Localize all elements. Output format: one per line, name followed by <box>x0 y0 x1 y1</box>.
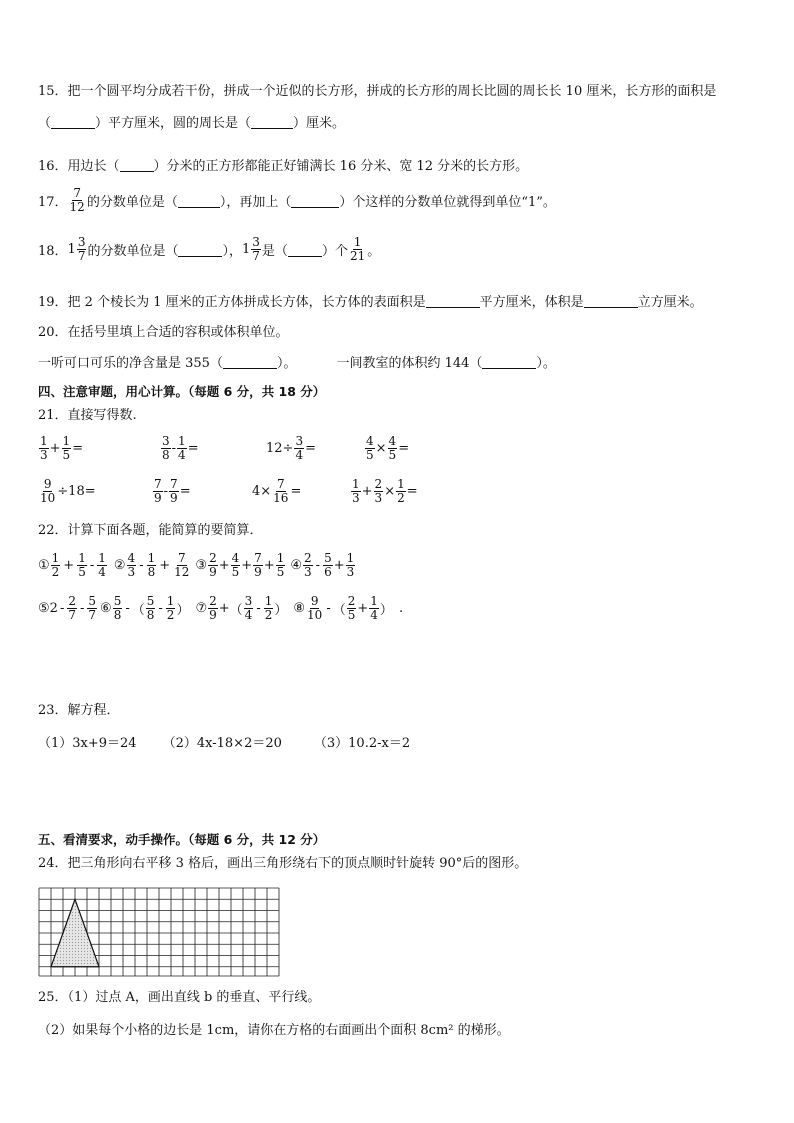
q21-item-4 <box>364 435 409 462</box>
q20-text-b: ）。 <box>276 356 297 371</box>
item-marker: ⑧ <box>293 601 306 616</box>
q19-text-c: 立方厘米。 <box>637 295 703 310</box>
operator: - <box>256 601 261 616</box>
q15-text-b: ）平方厘米，圆的周长是（ <box>95 116 252 131</box>
fraction <box>51 552 61 579</box>
numerator: 1 <box>346 551 355 565</box>
fraction <box>303 552 313 579</box>
numerator: 7 <box>254 551 262 565</box>
denominator: 4 <box>244 608 253 622</box>
denominator: 7 <box>88 608 97 622</box>
equals: = <box>72 441 84 456</box>
fraction <box>272 478 289 505</box>
fraction <box>173 552 190 579</box>
fraction <box>77 236 87 263</box>
q17-text-b: ），再加上（ <box>219 195 292 210</box>
denominator: 12 <box>174 565 190 579</box>
denominator: 3 <box>304 565 312 579</box>
numerator: 2 <box>68 594 76 608</box>
equals: = <box>187 441 199 456</box>
denominator: 5 <box>62 448 71 462</box>
fraction <box>306 595 323 622</box>
equals: = <box>398 441 410 456</box>
q15-line1: 15．把一个圆平均分成若干份，拼成一个近似的长方形，拼成的长方形的周长比圆的周长长 10 厘米，长方形的面积是 <box>38 84 717 99</box>
paren: （ <box>332 603 346 618</box>
numerator: 3 <box>77 235 86 249</box>
q18-number: 18． <box>38 244 68 259</box>
fraction <box>147 552 157 579</box>
q19-text-b: 平方厘米，体积是 <box>479 295 584 310</box>
whole-part: 1 <box>67 242 76 257</box>
operator: + <box>218 601 230 616</box>
numerator: 7 <box>177 551 186 565</box>
fraction <box>153 478 163 505</box>
fraction <box>276 552 286 579</box>
q15-line2 <box>38 115 345 133</box>
answer-blank[interactable] <box>178 194 220 208</box>
denominator: 2 <box>51 565 60 579</box>
denominator: 9 <box>254 565 262 579</box>
q18-text-b: ）， <box>222 244 242 259</box>
item-marker: ① <box>38 558 50 573</box>
item-marker: ⑦ <box>195 601 208 616</box>
paren: （ <box>131 603 145 618</box>
answer-blank[interactable] <box>584 294 638 308</box>
denominator: 12 <box>69 200 85 214</box>
equals: = <box>305 441 316 456</box>
fraction <box>127 552 137 579</box>
numerator: 5 <box>113 594 122 608</box>
paren: ） <box>379 603 393 618</box>
fraction <box>349 236 366 263</box>
denominator: 9 <box>170 491 178 505</box>
prefix: 4× <box>252 484 272 499</box>
equation-1: （1）3x+9＝24 <box>38 736 137 751</box>
fraction <box>77 552 87 579</box>
denominator: 8 <box>162 448 170 462</box>
fraction <box>251 236 261 263</box>
q22-row-1 <box>38 552 356 579</box>
answer-blank[interactable] <box>288 243 322 257</box>
numerator: 1 <box>98 551 106 565</box>
period: . <box>398 601 404 616</box>
denominator: 7 <box>68 608 76 622</box>
answer-blank[interactable] <box>178 243 222 257</box>
section-4-heading: 四、注意审题，用心计算。（每题 6 分，共 18 分） <box>38 384 326 399</box>
fraction <box>323 552 333 579</box>
denominator: 5 <box>388 448 397 462</box>
q16-text-a: 16．用边长（ <box>38 159 120 174</box>
q16-text-b: ）分米的正方形都能正好铺满长 16 分米、宽 12 分米的长方形。 <box>153 159 529 174</box>
item-marker: ④ <box>290 558 303 573</box>
operator: + <box>357 601 369 616</box>
q17-text-a: 的分数单位是（ <box>86 195 178 210</box>
q21-item-6 <box>152 478 191 505</box>
fraction <box>146 595 156 622</box>
denominator: 10 <box>40 491 56 505</box>
numerator: 1 <box>352 477 360 491</box>
q21-item-8 <box>350 478 418 505</box>
operator: - <box>158 601 163 616</box>
q21-item-3 <box>266 435 316 462</box>
q20-title: 20．在括号里填上合适的容积或体积单位。 <box>38 325 289 340</box>
q18-text-c: 是（ <box>261 244 288 259</box>
q21-item-7 <box>252 478 301 505</box>
operator: - <box>139 558 144 573</box>
fraction <box>39 478 56 505</box>
denominator: 2 <box>264 608 273 622</box>
q23-title: 23．解方程． <box>38 703 120 718</box>
equals: = <box>179 484 191 499</box>
denominator: 6 <box>324 565 332 579</box>
fraction <box>347 595 357 622</box>
q21-item-1 <box>38 435 83 462</box>
fraction <box>253 552 263 579</box>
numerator: 1 <box>370 594 378 608</box>
numerator: 1 <box>40 434 48 448</box>
operator: + <box>241 558 253 573</box>
q24-title: 24．把三角形向右平移 3 格后，画出三角形绕右下的顶点顺时针旋转 90°后的图形。 <box>38 856 528 871</box>
q25-part-2: （2）如果每个小格的边长是 1cm，请你在方格的右面画出个面积 8cm² 的梯形。 <box>38 1023 510 1038</box>
q19-text-a: 19．把 2 个棱长为 1 厘米的正方体拼成长方体，长方体的表面积是 <box>38 295 426 310</box>
denominator: 4 <box>178 448 186 462</box>
q15-text-a: （ <box>38 116 52 131</box>
denominator: 4 <box>295 448 304 462</box>
equals: = <box>406 484 418 499</box>
answer-blank[interactable] <box>482 355 536 369</box>
q18-text-a: 的分数单位是（ <box>87 244 179 259</box>
numerator: 2 <box>209 594 217 608</box>
fraction <box>369 595 379 622</box>
denominator: 3 <box>374 491 383 505</box>
denominator: 3 <box>352 491 360 505</box>
denominator: 10 <box>307 608 323 622</box>
q16 <box>38 158 528 176</box>
q23-equations <box>38 735 410 753</box>
fraction <box>294 435 304 462</box>
numerator: 3 <box>244 594 253 608</box>
denominator: 5 <box>347 608 356 622</box>
numerator: 4 <box>231 551 240 565</box>
fraction <box>161 435 171 462</box>
operator: - <box>89 558 95 573</box>
item-marker: ⑥ <box>100 601 112 616</box>
q22-row-2 <box>38 595 403 622</box>
numerator: 1 <box>353 235 362 249</box>
operator: - <box>125 601 130 616</box>
fraction <box>67 595 77 622</box>
operator: + <box>333 558 345 573</box>
q25-part-1: 25．（1）过点 A，画出直线 b 的垂直、平行线。 <box>38 990 321 1005</box>
item-marker: ③ <box>195 558 208 573</box>
numerator: 1 <box>147 551 156 565</box>
denominator: 7 <box>252 249 260 263</box>
denominator: 9 <box>209 565 217 579</box>
equals: = <box>290 484 302 499</box>
denominator: 4 <box>98 565 106 579</box>
numerator: 5 <box>146 594 155 608</box>
denominator: 5 <box>366 448 374 462</box>
numerator: 1 <box>276 551 285 565</box>
numerator: 1 <box>264 594 273 608</box>
numerator: 5 <box>88 594 97 608</box>
denominator: 3 <box>127 565 136 579</box>
numerator: 4 <box>366 434 374 448</box>
equation-3: （3）10.2-x＝2 <box>313 736 411 751</box>
denominator: 16 <box>273 491 289 505</box>
fraction <box>208 552 218 579</box>
operator: × <box>384 484 396 499</box>
denominator: 5 <box>231 565 240 579</box>
answer-blank[interactable] <box>223 355 277 369</box>
fraction <box>374 478 384 505</box>
numerator: 2 <box>209 551 217 565</box>
operator: × <box>375 441 387 456</box>
fraction <box>69 187 86 214</box>
denominator: 4 <box>370 608 378 622</box>
answer-blank[interactable] <box>120 158 154 172</box>
section-5-heading: 五、看清要求，动手操作。（每题 6 分，共 12 分） <box>38 832 326 847</box>
operator: - <box>171 441 177 456</box>
numerator: 5 <box>324 551 332 565</box>
fraction <box>97 552 107 579</box>
paren: ） <box>274 603 288 618</box>
numerator: 4 <box>388 434 397 448</box>
q15-text-c: ）厘米。 <box>293 116 346 131</box>
operator: - <box>79 601 85 616</box>
numerator: 2 <box>347 594 356 608</box>
answer-blank[interactable] <box>251 115 293 129</box>
fraction <box>208 595 218 622</box>
denominator: 21 <box>349 249 366 263</box>
operator: + <box>63 558 75 573</box>
numerator: 1 <box>178 434 186 448</box>
fraction <box>62 435 72 462</box>
fraction <box>166 595 176 622</box>
fraction <box>351 478 361 505</box>
q18 <box>38 236 380 263</box>
denominator: 2 <box>166 608 175 622</box>
operator: + <box>361 484 373 499</box>
answer-blank[interactable] <box>426 294 480 308</box>
fraction <box>396 478 406 505</box>
numerator: 1 <box>166 594 175 608</box>
fraction <box>87 595 97 622</box>
fraction <box>244 595 254 622</box>
fraction <box>365 435 375 462</box>
operator: - <box>59 601 65 616</box>
fraction <box>177 435 187 462</box>
fraction <box>169 478 179 505</box>
denominator: 9 <box>154 491 162 505</box>
paren: （ <box>229 603 243 618</box>
q21-title: 21．直接写得数. <box>38 408 137 423</box>
fraction <box>231 552 241 579</box>
q20-items <box>38 355 556 373</box>
fraction <box>388 435 398 462</box>
fraction <box>39 435 49 462</box>
operator: - <box>163 484 169 499</box>
operator: + <box>263 558 275 573</box>
denominator: 8 <box>147 565 156 579</box>
q21-item-2 <box>160 435 199 462</box>
numerator: 7 <box>154 477 162 491</box>
numerator: 7 <box>73 186 81 200</box>
q20-text-d: ）。 <box>536 356 556 371</box>
denominator: 5 <box>276 565 285 579</box>
denominator: 7 <box>77 249 86 263</box>
denominator: 3 <box>40 448 48 462</box>
operator: - <box>326 601 331 616</box>
operator: - <box>315 558 321 573</box>
operator: + <box>49 441 61 456</box>
denominator: 2 <box>397 491 405 505</box>
numerator: 9 <box>310 594 319 608</box>
denominator: 5 <box>78 565 86 579</box>
numerator: 9 <box>43 477 52 491</box>
numerator: 7 <box>276 477 285 491</box>
q20-text-a: 一听可口可乐的净含量是 355（ <box>38 356 223 371</box>
fraction <box>113 595 123 622</box>
numerator: 2 <box>304 551 312 565</box>
numerator: 3 <box>295 434 304 448</box>
whole-number: 2 <box>49 601 58 616</box>
q20-text-c: 一间教室的体积约 144（ <box>336 356 483 371</box>
numerator: 4 <box>127 551 136 565</box>
denominator: 8 <box>146 608 155 622</box>
numerator: 1 <box>397 477 405 491</box>
paren: ） <box>176 603 190 618</box>
q21-item-5 <box>38 478 96 505</box>
q17-text-c: ）个这样的分数单位就得到单位“1”。 <box>339 195 556 210</box>
operator: + <box>159 558 171 573</box>
operator: ÷18= <box>57 484 96 499</box>
item-marker: ② <box>113 558 126 573</box>
q17 <box>38 187 556 214</box>
equation-2: （2）4x-18×2＝20 <box>162 736 282 751</box>
q19 <box>38 294 703 312</box>
numerator: 1 <box>51 551 60 565</box>
fraction <box>264 595 274 622</box>
numerator: 3 <box>252 235 260 249</box>
denominator: 8 <box>113 608 122 622</box>
answer-blank[interactable] <box>51 115 95 129</box>
numerator: 7 <box>170 477 178 491</box>
numerator: 1 <box>78 551 86 565</box>
q18-text-e: 。 <box>367 244 381 259</box>
numerator: 3 <box>162 434 170 448</box>
denominator: 3 <box>346 565 355 579</box>
fraction <box>346 552 356 579</box>
numerator: 1 <box>62 434 71 448</box>
denominator: 9 <box>209 608 217 622</box>
prefix: 12÷ <box>266 441 294 456</box>
grid-figure <box>38 887 280 977</box>
whole-part: 1 <box>242 242 251 257</box>
numerator: 2 <box>374 477 383 491</box>
q22-title: 22．计算下面各题，能简算的要简算． <box>38 523 263 538</box>
answer-blank[interactable] <box>291 194 339 208</box>
item-marker: ⑤ <box>38 601 50 616</box>
q17-number: 17． <box>38 195 68 210</box>
operator: + <box>218 558 230 573</box>
q18-text-d: ）个 <box>321 244 348 259</box>
